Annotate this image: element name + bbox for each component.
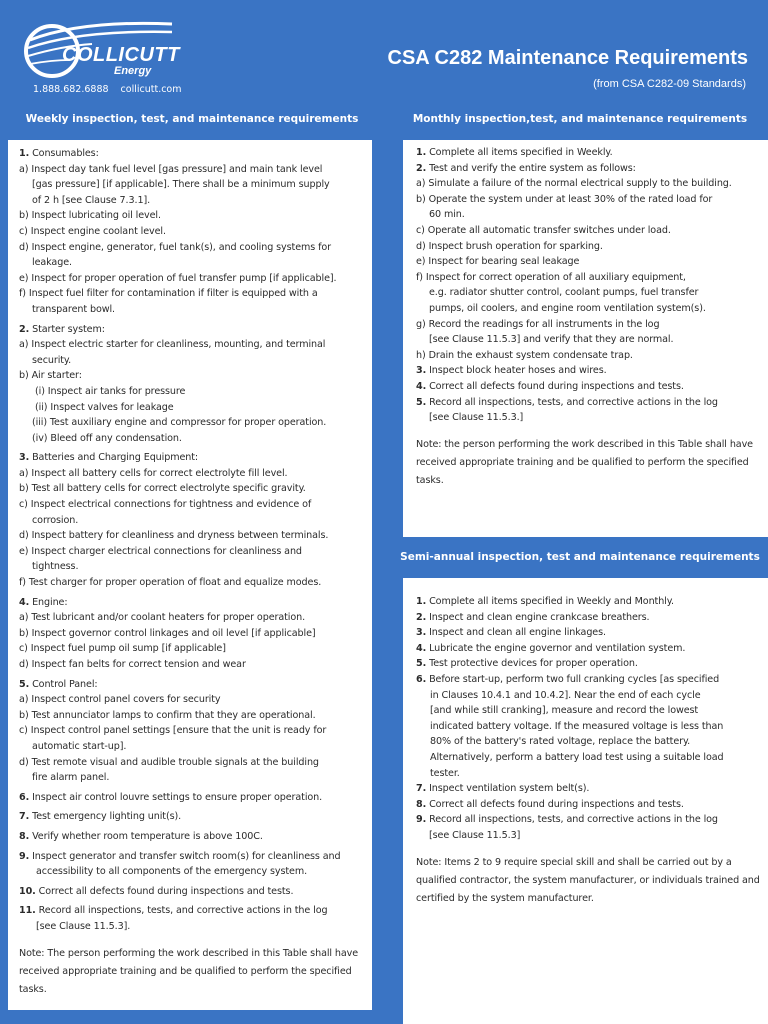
weekly-list (19, 146, 362, 935)
item-text: a) Inspect electric starter for cleanliness, mounting, and terminal (19, 339, 326, 351)
item-text: f) Inspect for correct operation of all auxiliary equipment, (416, 271, 686, 283)
list-line (416, 672, 760, 688)
item-number: 3. (416, 365, 427, 377)
list-line (19, 829, 362, 845)
item-text: in Clauses 10.4.1 and 10.4.2]. Near the end of each cycle (430, 689, 701, 701)
item-text: Complete all items specified in Weekly. (426, 147, 613, 158)
item-text: e) Inspect for bearing seal leakage (416, 256, 580, 268)
item-number: 10. (19, 885, 36, 897)
item-text: h) Drain the exhaust system condensate trap. (416, 349, 633, 361)
item-number: 2. (416, 162, 427, 174)
list-line (19, 770, 362, 786)
item-text: d) Inspect brush operation for sparking. (416, 240, 603, 252)
item-text: [see Clause 11.5.3]. (36, 920, 131, 932)
weekly-panel (8, 140, 372, 1010)
item-text: corrosion. (32, 514, 79, 526)
list-line (19, 849, 362, 865)
item-number: 6. (416, 673, 427, 685)
item-number: 2. (416, 611, 427, 623)
item-text: Complete all items specified in Weekly and Monthly. (426, 596, 674, 607)
item-text: a) Inspect day tank fuel level [gas pressure] and main tank level (19, 163, 323, 175)
item-text: tester. (430, 767, 460, 779)
list-line (19, 641, 362, 657)
list-line (19, 708, 362, 724)
list-line (416, 223, 760, 239)
list-line (416, 317, 760, 333)
item-text: Inspect and clean all engine linkages. (426, 627, 606, 639)
phone-number: 1.888.682.6888 (33, 84, 109, 95)
list-line (19, 368, 362, 384)
item-text: a) Inspect all battery cells for correct electrolyte fill level. (19, 467, 288, 479)
item-text: Inspect and clean engine crankcase breathers. (426, 611, 650, 623)
item-text: Record all inspections, tests, and corrective actions in the log (426, 814, 718, 826)
item-text: Consumables: (29, 148, 99, 159)
monthly-heading: Monthly inspection,test, and maintenance requirements (412, 113, 748, 125)
item-number: 5. (416, 396, 427, 408)
item-text: (i) Inspect air tanks for pressure (35, 385, 186, 397)
monthly-panel (403, 140, 768, 537)
list-line (19, 610, 362, 626)
item-text: e) Inspect for proper operation of fuel transfer pump [if applicable]. (19, 272, 337, 284)
item-number: 4. (416, 380, 427, 392)
item-number: 7. (19, 811, 30, 823)
item-text: b) Test annunciator lamps to confirm that they are operational. (19, 709, 316, 721)
list-line (416, 703, 760, 719)
list-line (19, 271, 362, 287)
item-number: 2. (19, 323, 30, 335)
item-number: 6. (19, 791, 30, 803)
item-text: e) Inspect charger electrical connections for cleanliness and (19, 545, 302, 557)
item-text: pumps, oil coolers, and engine room ventilation system(s). (429, 302, 706, 314)
list-line (416, 379, 760, 395)
item-text: Inspect generator and transfer switch room(s) for cleanliness and (29, 850, 341, 862)
item-number: 1. (19, 148, 30, 159)
list-line (416, 348, 760, 364)
item-number: 1. (416, 147, 427, 158)
header (0, 0, 768, 103)
list-line (19, 208, 362, 224)
list-line (416, 207, 760, 223)
contact-line (33, 84, 182, 95)
brand-name: COLLICUTT (62, 44, 180, 66)
monthly-list (416, 145, 760, 426)
list-line (416, 395, 760, 411)
item-text: d) Test remote visual and audible trouble signals at the building (19, 756, 319, 768)
item-number: 4. (416, 642, 427, 654)
list-line (416, 641, 760, 657)
item-text: security. (32, 354, 72, 366)
list-line (19, 790, 362, 806)
list-line (416, 688, 760, 704)
item-text: [see Clause 11.5.3] (429, 829, 521, 841)
list-line (416, 812, 760, 828)
list-line (416, 625, 760, 641)
item-text: Test emergency lighting unit(s). (29, 811, 182, 823)
item-number: 9. (19, 850, 30, 862)
item-text: (iii) Test auxiliary engine and compressor for proper operation. (32, 417, 327, 429)
list-line (19, 864, 362, 880)
list-line (416, 270, 760, 286)
item-text: tightness. (32, 561, 79, 573)
list-line (19, 626, 362, 642)
list-line (416, 176, 760, 192)
item-number: 11. (19, 905, 36, 917)
item-text: Batteries and Charging Equipment: (29, 452, 199, 464)
item-text: b) Test all battery cells for correct electrolyte specific gravity. (19, 483, 306, 495)
list-line (19, 723, 362, 739)
list-line (19, 384, 362, 400)
item-text: 60 min. (429, 209, 465, 221)
item-number: 3. (416, 627, 427, 639)
item-text: (ii) Inspect valves for leakage (35, 401, 174, 413)
item-text: a) Inspect control panel covers for security (19, 694, 221, 706)
list-line (19, 497, 362, 513)
item-text: indicated battery voltage. If the measured voltage is less than (430, 720, 724, 732)
item-text: transparent bowl. (32, 303, 115, 315)
list-line (19, 513, 362, 529)
item-text: c) Inspect fuel pump oil sump [if applicable] (19, 643, 226, 655)
item-text: Verify whether room temperature is above 100C. (29, 830, 263, 842)
item-text: e.g. radiator shutter control, coolant pumps, fuel transfer (429, 287, 699, 299)
item-text: [see Clause 11.5.3] and verify that they are normal. (429, 334, 674, 346)
item-text: f) Inspect fuel filter for contamination if filter is equipped with a (19, 288, 318, 300)
list-line (416, 610, 760, 626)
semiannual-heading: Semi-annual inspection, test and maintenance requirements (400, 551, 760, 563)
list-line (416, 285, 760, 301)
list-line (19, 575, 362, 591)
item-number: 1. (416, 596, 427, 607)
list-line (19, 177, 362, 193)
item-text: b) Inspect lubricating oil level. (19, 210, 161, 222)
item-text: c) Inspect engine coolant level. (19, 225, 166, 237)
list-line (19, 400, 362, 416)
list-line (19, 903, 362, 919)
item-text: accessibility to all components of the emergency system. (36, 866, 308, 878)
item-text: Inspect ventilation system belt(s). (426, 783, 590, 795)
item-text: Starter system: (29, 323, 105, 335)
item-text: Record all inspections, tests, and corrective actions in the log (35, 905, 328, 917)
item-number: 4. (19, 596, 30, 608)
item-text: Before start-up, perform two full cranking cycles [as specified (426, 673, 720, 685)
list-line (19, 415, 362, 431)
item-text: (iv) Bleed off any condensation. (32, 432, 182, 444)
item-text: Test protective devices for proper operation. (426, 658, 638, 670)
list-line (416, 161, 760, 177)
item-text: Record all inspections, tests, and corrective actions in the log (426, 396, 718, 408)
page-title: CSA C282 Maintenance Requirements (387, 47, 748, 69)
item-text: d) Inspect fan belts for correct tension and wear (19, 659, 246, 670)
list-line (416, 750, 760, 766)
list-line (416, 734, 760, 750)
item-text: a) Test lubricant and/or coolant heaters for proper operation. (19, 612, 306, 624)
weekly-note: Note: The person performing the work described in this Table shall have received appropriate training and be qualified to perform the specified tasks. (19, 947, 359, 995)
list-line (416, 410, 760, 426)
collicutt-logo (22, 18, 202, 88)
list-line (19, 544, 362, 560)
item-text: of 2 h [see Clause 7.3.1]. (32, 194, 151, 206)
list-line (19, 677, 362, 693)
list-line (19, 595, 362, 611)
list-line (19, 302, 362, 318)
list-line (19, 286, 362, 302)
item-text: b) Inspect governor control linkages and oil level [if applicable] (19, 627, 316, 639)
item-number: 8. (19, 830, 30, 842)
item-text: 80% of the battery's rated voltage, replace the battery. (430, 736, 691, 748)
list-line (416, 594, 760, 610)
list-line (416, 719, 760, 735)
item-text: Inspect air control louvre settings to ensure proper operation. (29, 791, 323, 803)
list-line (19, 146, 362, 162)
monthly-note: Note: the person performing the work described in this Table shall have received appropriate training and be qualified to perform the specified tasks. (416, 438, 753, 486)
list-line (19, 528, 362, 544)
list-line (19, 353, 362, 369)
item-text: leakage. (32, 257, 72, 269)
semiannual-list (416, 594, 760, 844)
list-line (19, 322, 362, 338)
list-line (19, 466, 362, 482)
list-line (416, 656, 760, 672)
list-line (19, 809, 362, 825)
item-text: Engine: (29, 596, 68, 608)
item-number: 5. (19, 678, 30, 690)
item-number: 8. (416, 798, 427, 810)
list-line (416, 192, 760, 208)
item-text: b) Air starter: (19, 370, 82, 382)
list-line (19, 755, 362, 771)
list-line (416, 828, 760, 844)
item-text: Correct all defects found during inspections and tests. (426, 380, 684, 392)
list-line (416, 766, 760, 782)
list-line (19, 337, 362, 353)
list-line (416, 363, 760, 379)
list-line (19, 162, 362, 178)
list-line (19, 450, 362, 466)
list-line (416, 239, 760, 255)
item-number: 9. (416, 814, 427, 826)
item-text: c) Operate all automatic transfer switches under load. (416, 224, 671, 236)
list-line (416, 781, 760, 797)
list-line (19, 224, 362, 240)
item-text: Lubricate the engine governor and ventilation system. (426, 642, 686, 654)
list-line (19, 692, 362, 708)
item-text: Control Panel: (29, 678, 98, 690)
list-line (19, 255, 362, 271)
item-text: fire alarm panel. (32, 772, 110, 784)
item-text: d) Inspect battery for cleanliness and dryness between terminals. (19, 530, 329, 542)
list-line (19, 919, 362, 935)
list-line (19, 481, 362, 497)
item-text: [and while still cranking], measure and record the lowest (430, 705, 699, 717)
item-text: c) Inspect electrical connections for tightness and evidence of (19, 499, 312, 511)
item-text: [gas pressure] [if applicable]. There shall be a minimum supply (32, 179, 330, 191)
item-text: d) Inspect engine, generator, fuel tank(s), and cooling systems for (19, 241, 331, 253)
item-text: Inspect block heater hoses and wires. (426, 365, 607, 377)
item-number: 7. (416, 783, 427, 795)
list-line (19, 240, 362, 256)
list-line (416, 301, 760, 317)
page-subtitle: (from CSA C282-09 Standards) (593, 78, 746, 90)
semiannual-note: Note: Items 2 to 9 require special skill and shall be carried out by a qualified contractor, the system manufacturer, or individuals trained and certified by the system manufacturer. (416, 856, 760, 904)
item-number: 5. (416, 658, 427, 670)
list-line (19, 739, 362, 755)
item-text: Alternatively, perform a battery load test using a suitable load (430, 751, 724, 763)
list-line (19, 884, 362, 900)
weekly-heading: Weekly inspection, test, and maintenance requirements (25, 113, 359, 125)
list-line (19, 559, 362, 575)
item-text: c) Inspect control panel settings [ensure that the unit is ready for (19, 725, 327, 737)
list-line (19, 657, 362, 673)
item-text: Correct all defects found during inspections and tests. (426, 798, 684, 810)
item-text: g) Record the readings for all instruments in the log (416, 318, 660, 330)
semiannual-panel (403, 578, 768, 1024)
website-link[interactable]: collicutt.com (120, 84, 182, 95)
item-text: f) Test charger for proper operation of float and equalize modes. (19, 577, 322, 589)
list-line (19, 431, 362, 447)
item-text: a) Simulate a failure of the normal electrical supply to the building. (416, 178, 732, 190)
brand-sub: Energy (114, 65, 152, 77)
item-text: Test and verify the entire system as follows: (426, 162, 636, 174)
item-number: 3. (19, 452, 30, 464)
list-line (416, 145, 760, 161)
list-line (19, 193, 362, 209)
list-line (416, 797, 760, 813)
list-line (416, 254, 760, 270)
item-text: Correct all defects found during inspections and tests. (35, 885, 294, 897)
item-text: b) Operate the system under at least 30% of the rated load for (416, 193, 713, 205)
item-text: [see Clause 11.5.3.] (429, 412, 524, 424)
item-text: automatic start-up]. (32, 740, 127, 752)
list-line (416, 332, 760, 348)
